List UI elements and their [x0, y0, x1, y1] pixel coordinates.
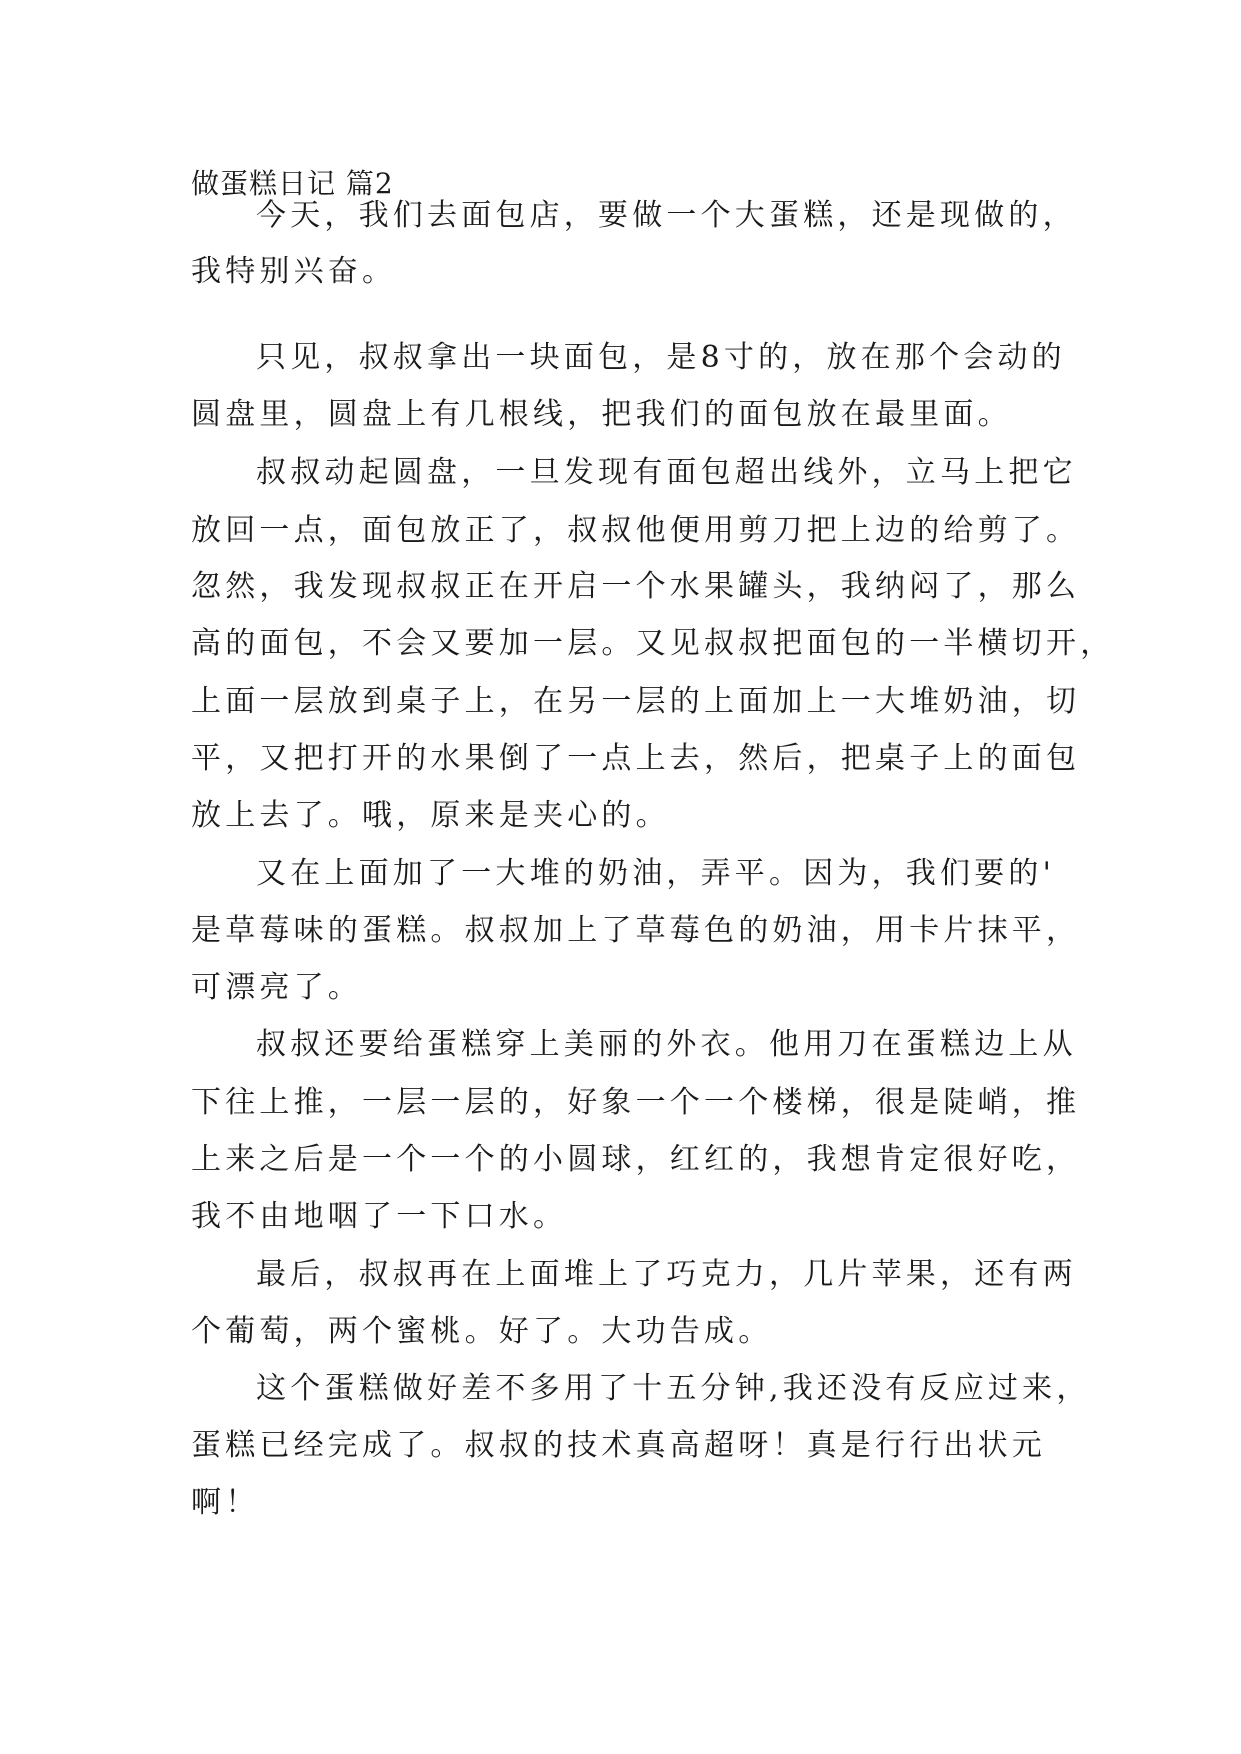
text-line: 我特别兴奋。	[191, 254, 397, 289]
text-line: 是草莓味的蛋糕。叔叔加上了草莓色的奶油，用卡片抹平，	[191, 913, 1081, 948]
text-line: 今天，我们去面包店，要做一个大蛋糕，还是现做的，	[256, 198, 1077, 233]
text-line: 下往上推，一层一层的，好象一个一个楼梯，很是陡峭，推	[191, 1085, 1081, 1120]
text-line: 叔叔还要给蛋糕穿上美丽的外衣。他用刀在蛋糕边上从	[256, 1027, 1077, 1062]
text-line: 平，又把打开的水果倒了一点上去，然后，把桌子上的面包	[191, 741, 1081, 776]
text-line: 放回一点，面包放正了，叔叔他便用剪刀把上边的给剪了。	[191, 513, 1081, 548]
text-line: 高的面包，不会又要加一层。又见叔叔把面包的一半横切开，	[191, 626, 1115, 661]
text-line: 上面一层放到桌子上，在另一层的上面加上一大堆奶油，切	[191, 684, 1081, 719]
text-line: 上来之后是一个一个的小圆球，红红的，我想肯定很好吃，	[191, 1142, 1081, 1177]
text-line: 只见，叔叔拿出一块面包，是8寸的，放在那个会动的	[256, 340, 1066, 375]
text-line: 放上去了。哦，原来是夹心的。	[191, 798, 670, 833]
text-line: 忽然，我发现叔叔正在开启一个水果罐头，我纳闷了，那么	[191, 569, 1081, 604]
text-line: 这个蛋糕做好差不多用了十五分钟,我还没有反应过来，	[256, 1371, 1091, 1406]
text-line: 可漂亮了。	[191, 970, 362, 1005]
text-line: 最后，叔叔再在上面堆上了巧克力，几片苹果，还有两	[256, 1257, 1077, 1292]
text-line: 蛋糕已经完成了。叔叔的技术真高超呀！真是行行出状元	[191, 1428, 1046, 1463]
document-title: 做蛋糕日记 篇2	[191, 167, 394, 200]
text-line: 又在上面加了一大堆的奶油，弄平。因为，我们要的'	[256, 856, 1056, 891]
text-line: 圆盘里，圆盘上有几根线，把我们的面包放在最里面。	[191, 397, 1012, 432]
text-line: 个葡萄，两个蜜桃。好了。大功告成。	[191, 1314, 773, 1349]
text-line: 啊！	[191, 1485, 260, 1520]
text-line: 我不由地咽了一下口水。	[191, 1199, 568, 1234]
text-line: 叔叔动起圆盘，一旦发现有面包超出线外，立马上把它	[256, 455, 1077, 490]
